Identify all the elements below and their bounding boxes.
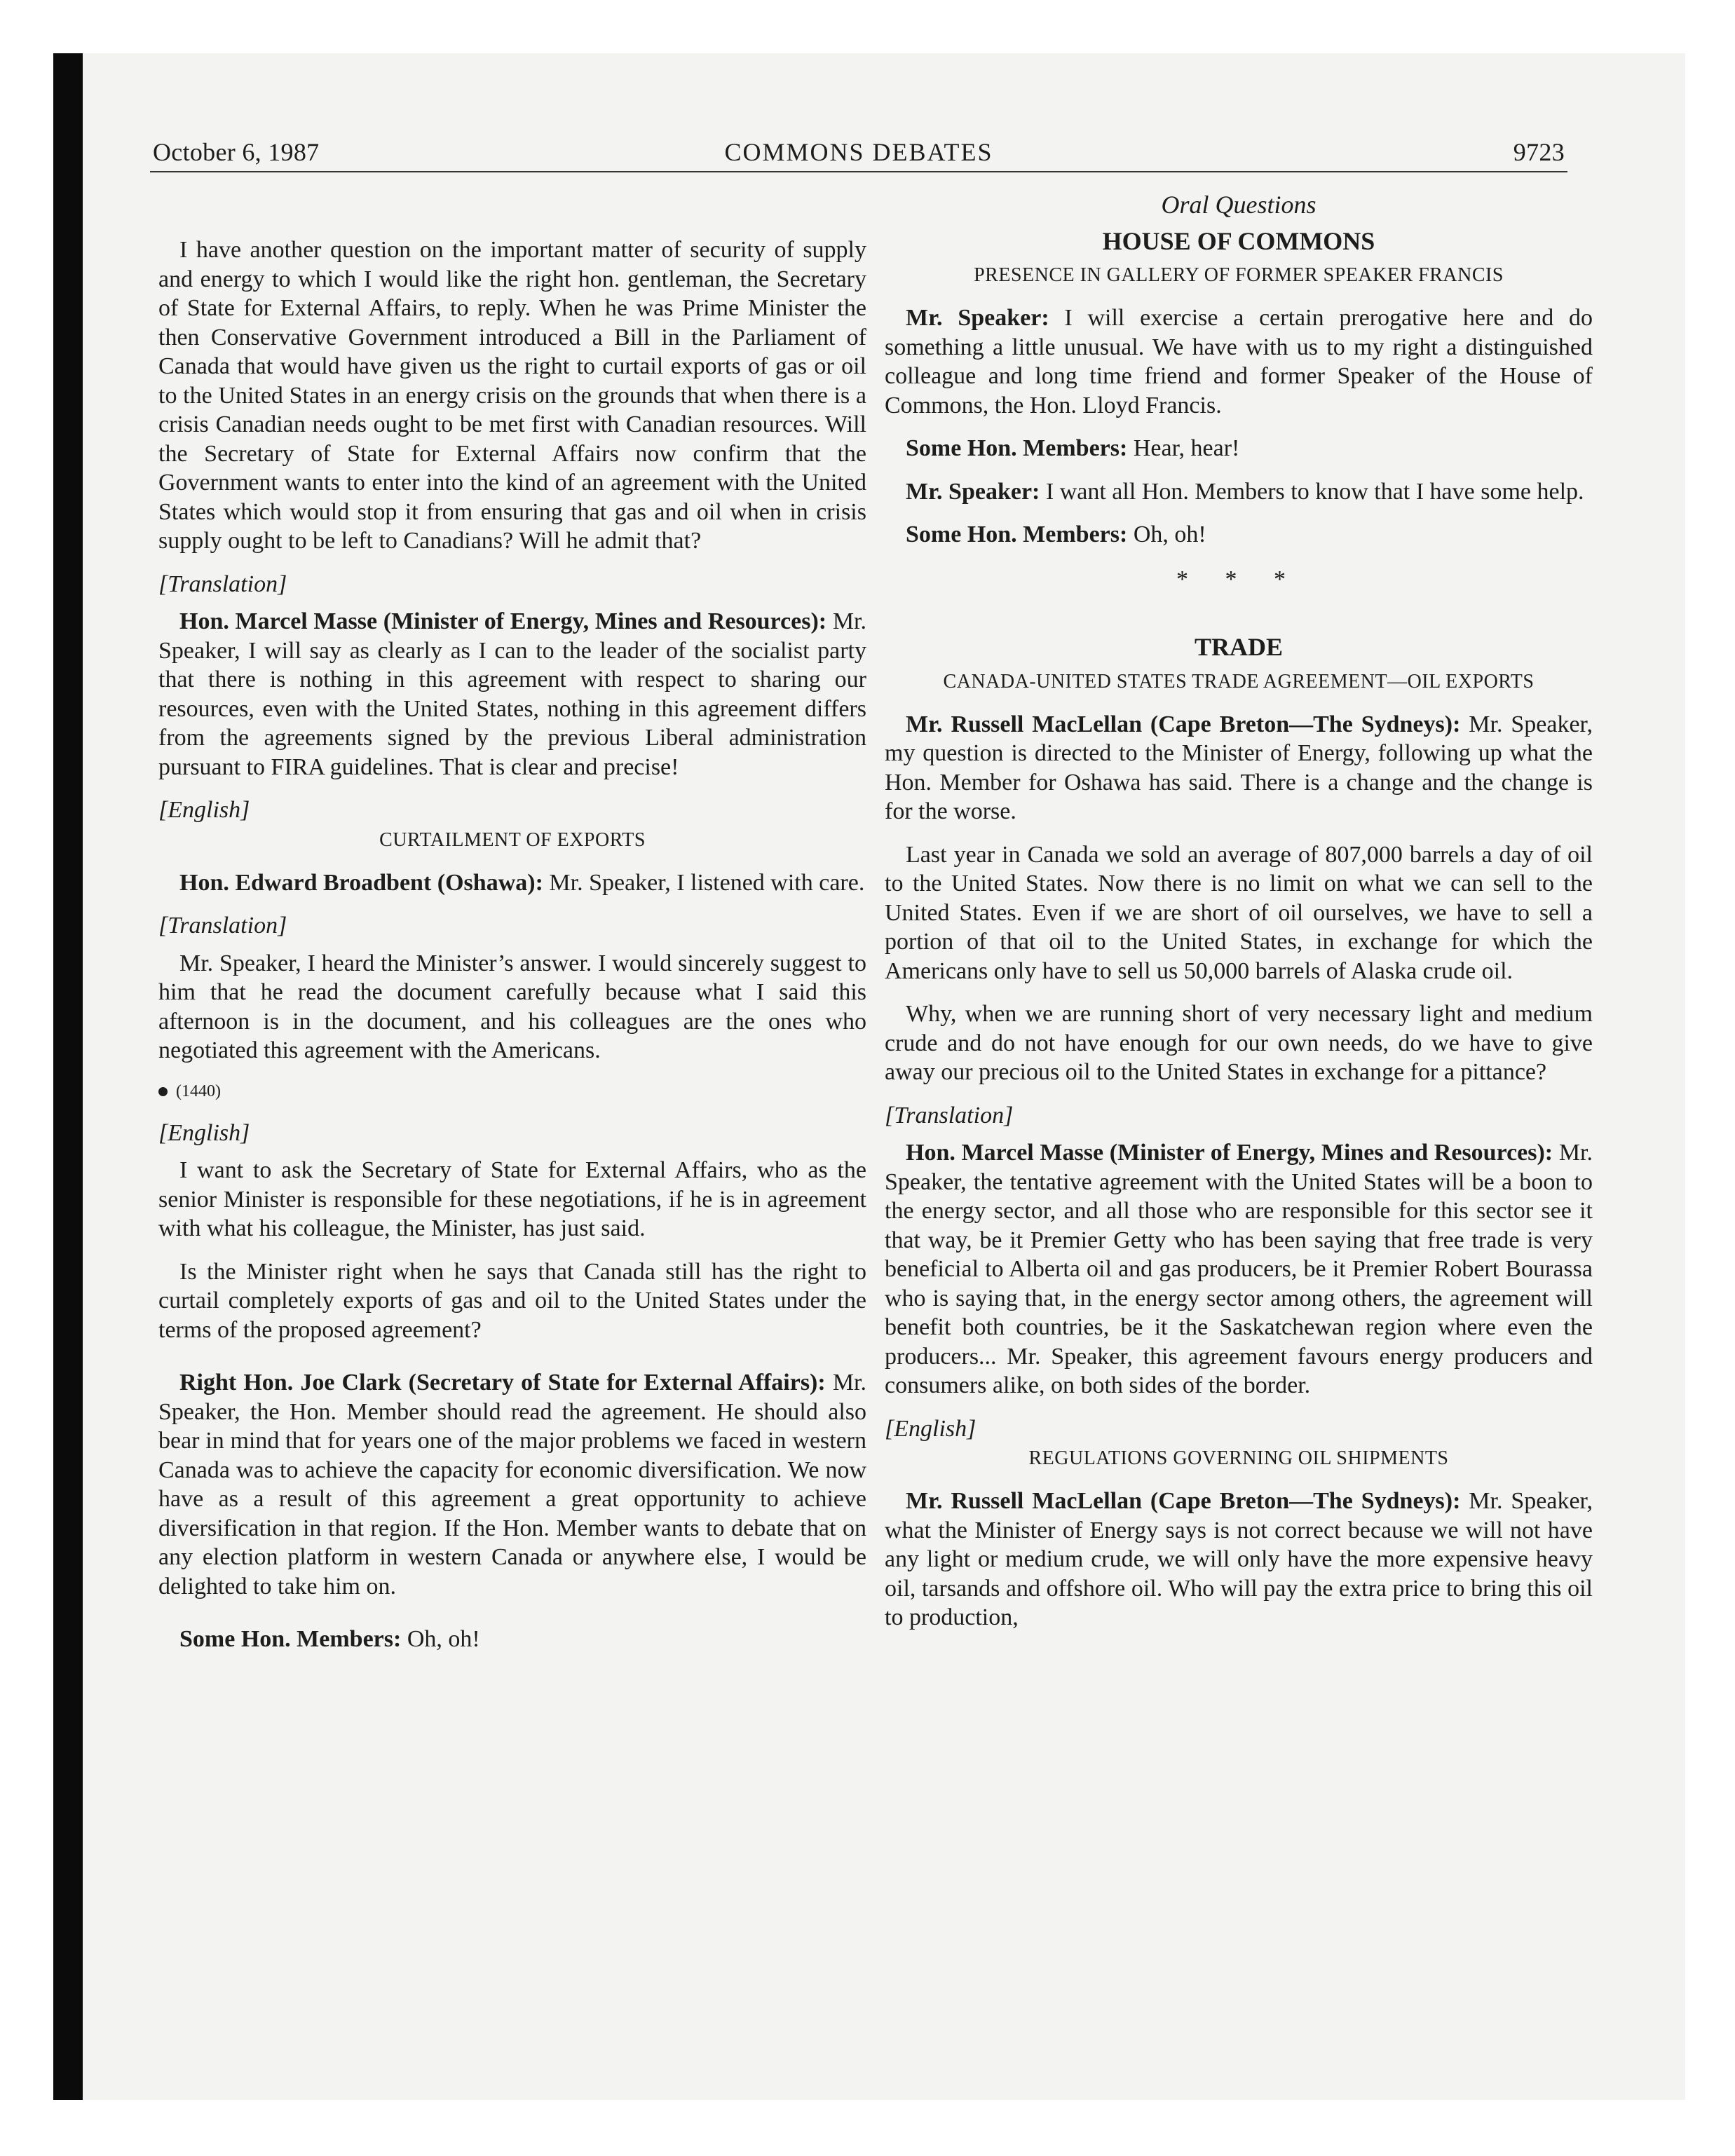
speaker-name: Mr. Russell MacLellan (Cape Breton—The Sydneys): bbox=[906, 711, 1461, 737]
paragraph-maclellan-question bbox=[885, 710, 1593, 826]
paragraph-security-question: I have another question on the important matter of security of supply and energy to which I would like the right hon. gentleman, the Secretary of State for External Affairs, to reply. When he was Prime Minister the then Conservative Government introduced a Bill in the Parliament of Canada that would have given us the right to curtail exports of gas or oil to the United States in an energy crisis on the grounds that when there is a crisis Canadian needs ought to be met first with Canadian resources. Will the Secretary of State for External Affairs now confirm that the Government wants to enter into the kind of an agreement with the United States which would stop it from ensuring that gas and oil when in crisis supply ought to be left to Canadians? Will he admit that? bbox=[158, 237, 866, 554]
speech-text: Mr. Speaker, the tentative agreement with the United States will be a boon to the energy sector, and all those who are responsible for this sector see it that way, be it Premier Getty who has been saying that free trade is very beneficial to Alberta oil and gas producers, be it Premier Robert Bourassa who is saying that, in the energy sector among others, the agreement will benefit both countries, be it the Saskatchewan region where even the producers... Mr. Speaker, this agreement favours energy producers and consumers alike, on both sides of the border. bbox=[885, 1140, 1593, 1398]
heading-house-of-commons: HOUSE OF COMMONS bbox=[1102, 226, 1375, 255]
translation-tag: [Translation] bbox=[158, 913, 287, 939]
left-column bbox=[158, 191, 866, 1668]
page-header bbox=[150, 137, 1567, 172]
speech-text: Oh, oh! bbox=[407, 1626, 480, 1652]
paragraph-members-hear bbox=[885, 434, 1593, 463]
paragraph-why: Why, when we are running short of very necessary light and medium crude and do not have enough for our own needs, do we have to give away our precious oil to the United States in exchange for a pittance? bbox=[885, 1001, 1593, 1085]
time-marker-text: (1440) bbox=[176, 1082, 221, 1100]
english-tag: [English] bbox=[885, 1415, 977, 1442]
paragraph-members-interjection bbox=[158, 1625, 866, 1654]
paragraph-last-year: Last year in Canada we sold an average of 807,000 barrels a day of oil to the United States. Now there is no limit on what we can sell to the United States. Even if we are short of oil ourselves, we have to sell a portion of that oil to the United States, in exchange for which the Americans only have to sell us 50,000 barrels of Alaska crude oil. bbox=[885, 841, 1593, 984]
speaker-name: Some Hon. Members: bbox=[906, 435, 1128, 461]
speech-text: Mr. Speaker, the Hon. Member should read the agreement. He should also bear in mind that for years one of the major problems we faced in western Canada was to achieve the capacity for economic diversification. We now have as a result of this agreement a great opportunity to achieve diversification in that region. If the Hon. Member wants to debate that on any election platform in western Canada or anywhere else, I would be delighted to take him on. bbox=[158, 1370, 867, 1599]
paragraph-masse-boon bbox=[885, 1138, 1593, 1400]
paragraph-broadbent bbox=[158, 868, 866, 898]
header-rule bbox=[150, 171, 1567, 172]
paragraph-speaker-help bbox=[885, 477, 1593, 507]
speech-text: I want all Hon. Members to know that I have some help. bbox=[1045, 478, 1584, 505]
speaker-name: Hon. Edward Broadbent (Oshawa): bbox=[179, 869, 543, 896]
paragraph-maclellan-reply bbox=[885, 1487, 1593, 1632]
translation-tag: [Translation] bbox=[885, 1102, 1014, 1128]
header-page-number: 9723 bbox=[1513, 138, 1565, 166]
paragraph-clark-reply bbox=[158, 1368, 866, 1601]
paragraph-members-oh bbox=[885, 520, 1593, 550]
paragraph-ask-secretary: I want to ask the Secretary of State for External Affairs, who as the senior Minister is responsible for these negotiations, if he is in agreement with what his colleague, the Minister, has just said. bbox=[158, 1157, 866, 1241]
paragraph-heard-answer: Mr. Speaker, I heard the Minister’s answer. I would sincerely suggest to him that he read the document carefully because what I said this afternoon is in the document, and his colleagues are the ones who negotiated this agreement with the Americans. bbox=[158, 950, 866, 1063]
bullet-icon bbox=[158, 1087, 168, 1096]
right-column bbox=[885, 191, 1593, 1646]
speaker-name: Hon. Marcel Masse (Minister of Energy, Mines and Resources): bbox=[906, 1140, 1553, 1166]
binding-strip bbox=[53, 53, 83, 2100]
speaker-name: Mr. Speaker: bbox=[906, 305, 1049, 331]
translation-tag: [Translation] bbox=[158, 571, 287, 597]
subheading-presence: PRESENCE IN GALLERY OF FORMER SPEAKER FRANCIS bbox=[974, 264, 1504, 286]
section-label: Oral Questions bbox=[1161, 191, 1316, 219]
speaker-name: Hon. Marcel Masse (Minister of Energy, Mines and Resources): bbox=[179, 608, 827, 634]
speaker-name: Some Hon. Members: bbox=[179, 1626, 402, 1652]
english-tag: [English] bbox=[158, 797, 250, 823]
paragraph-masse-reply bbox=[158, 607, 866, 782]
speech-text: Mr. Speaker, I will say as clearly as I can to the leader of the socialist party that there is nothing in this agreement with respect to sharing our resources, even with the United States, nothing in this agreement differs from the agreements signed by the previous Liberal administration pursuant to FIRA guidelines. That is clear and precise! bbox=[158, 608, 866, 780]
speech-text: Mr. Speaker, I listened with care. bbox=[549, 869, 865, 896]
speech-text: Oh, oh! bbox=[1133, 521, 1206, 547]
speech-text: Mr. Speaker, what the Minister of Energy says is not correct because we will not have any light or medium crude, we will only have the more expensive heavy oil, tarsands and offshore oil. Who will pay the extra price to bring this oil to production, bbox=[885, 1488, 1593, 1630]
english-tag: [English] bbox=[158, 1119, 250, 1146]
speech-text: Hear, hear! bbox=[1133, 435, 1240, 461]
speaker-name: Mr. Russell MacLellan (Cape Breton—The Sydneys): bbox=[906, 1488, 1461, 1514]
speech-text: Mr. Speaker, my question is directed to the Minister of Energy, following up what the Hon. Member for Oshawa has said. There is a change and the change is for the worse. bbox=[885, 711, 1593, 824]
paragraph-minister-right: Is the Minister right when he says that Canada still has the right to curtail completely exports of gas and oil to the United States under the terms of the proposed agreement? bbox=[158, 1258, 866, 1343]
speech-text: I will exercise a certain prerogative here and do something a little unusual. We have with us to my right a distinguished colleague and long time friend and former Speaker of the House of Commons, the Hon. Lloyd Francis. bbox=[885, 305, 1593, 418]
section-separator: * * * bbox=[1176, 566, 1301, 592]
time-marker bbox=[158, 1079, 866, 1103]
header-date: October 6, 1987 bbox=[153, 138, 320, 166]
heading-trade: TRADE bbox=[1194, 633, 1284, 661]
speaker-name: Mr. Speaker: bbox=[906, 478, 1040, 505]
subheading-oil-exports: CANADA-UNITED STATES TRADE AGREEMENT—OIL EXPORTS bbox=[943, 670, 1535, 692]
header-title: COMMONS DEBATES bbox=[724, 138, 993, 166]
speaker-name: Right Hon. Joe Clark (Secretary of State for External Affairs): bbox=[179, 1370, 826, 1396]
subheading-regulations: REGULATIONS GOVERNING OIL SHIPMENTS bbox=[1028, 1447, 1449, 1469]
paragraph-speaker-prerogative bbox=[885, 303, 1593, 420]
subheading-curtailment: CURTAILMENT OF EXPORTS bbox=[379, 828, 646, 851]
speaker-name: Some Hon. Members: bbox=[906, 521, 1128, 547]
